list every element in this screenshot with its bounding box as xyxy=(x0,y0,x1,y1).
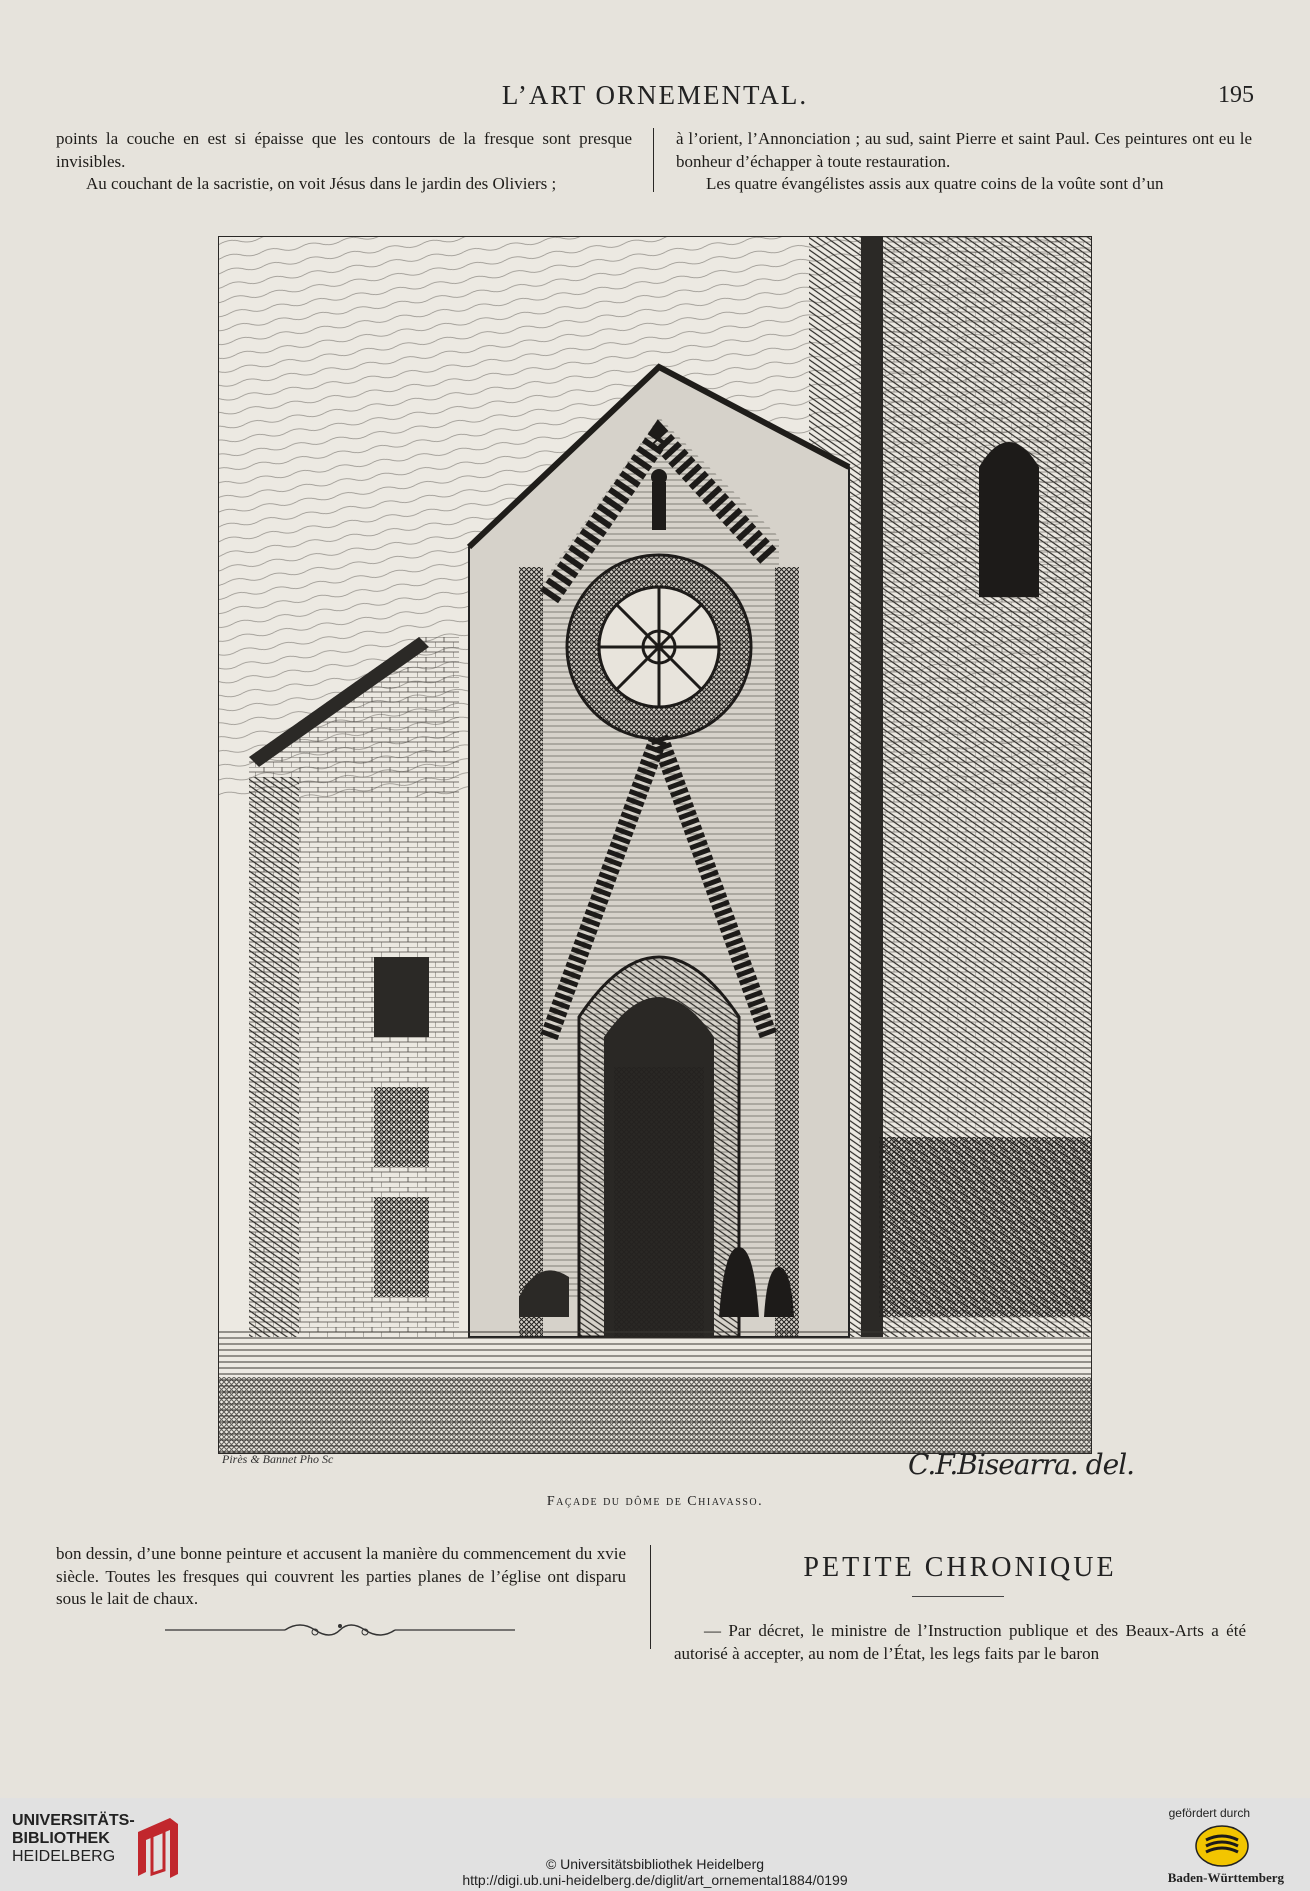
engraver-credit: Pirès & Bannet Pho Sc xyxy=(222,1452,334,1466)
funder-name: Baden-Württemberg xyxy=(1167,1870,1284,1885)
heading-rule xyxy=(912,1596,1004,1597)
copyright-notice xyxy=(0,1856,1310,1888)
church-facade-engraving xyxy=(219,237,1091,1453)
permalink-url[interactable]: http://digi.ub.uni-heidelberg.de/diglit/art_ornemental1884/0199 xyxy=(462,1872,848,1888)
scroll-ornament-icon xyxy=(165,1616,515,1646)
digitization-footer xyxy=(0,1798,1310,1891)
page-number: 195 xyxy=(1218,82,1254,108)
bottom-left-column xyxy=(56,1543,626,1611)
copyright-line: © Universitätsbibliothek Heidelberg xyxy=(545,1856,765,1872)
baden-wuerttemberg-seal-icon[interactable] xyxy=(1194,1824,1250,1868)
bottom-right-column xyxy=(674,1620,1246,1665)
paragraph: à l’orient, l’Annonciation ; au sud, saint Pierre et saint Paul. Ces peintures ont eu le bonheur d’échapper à toute restauration. xyxy=(676,129,1252,171)
running-head xyxy=(0,80,1310,116)
paragraph: — Par décret, le ministre de l’Instruction publique et des Beaux-Arts a été autorisé à accepter, au nom de l’État, les legs faits par le baron xyxy=(674,1621,1246,1663)
column-divider xyxy=(653,128,654,192)
library-name: UNIVERSITÄTS- BIBLIOTHEK HEIDELBERG xyxy=(12,1812,135,1865)
artist-signature: C.F.Bisearra. del. xyxy=(908,1448,1135,1481)
paragraph: points la couche en est si épaisse que les contours de la fresque sont presque invisibles. xyxy=(56,129,632,171)
top-left-column xyxy=(56,128,632,196)
engraving-illustration xyxy=(218,236,1092,1454)
paragraph: Les quatre évangélistes assis aux quatre coins de la voûte sont d’un xyxy=(706,174,1164,193)
running-title: L’ART ORNEMENTAL. xyxy=(501,80,809,110)
figure-caption: Façade du dôme de Chiavasso. xyxy=(546,1494,764,1509)
paragraph: bon dessin, d’une bonne peinture et accusent la manière du commencement du xvie siècle. Toutes les fresques qui couvrent les parties planes de l’église ont disparu sous le lait de chaux. xyxy=(56,1544,626,1608)
funded-by-label: gefördert durch xyxy=(1168,1806,1250,1820)
column-divider xyxy=(650,1545,651,1649)
paragraph: Au couchant de la sacristie, on voit Jésus dans le jardin des Oliviers ; xyxy=(86,174,557,193)
top-right-column xyxy=(676,128,1252,196)
section-heading: PETITE CHRONIQUE xyxy=(803,1552,1117,1583)
